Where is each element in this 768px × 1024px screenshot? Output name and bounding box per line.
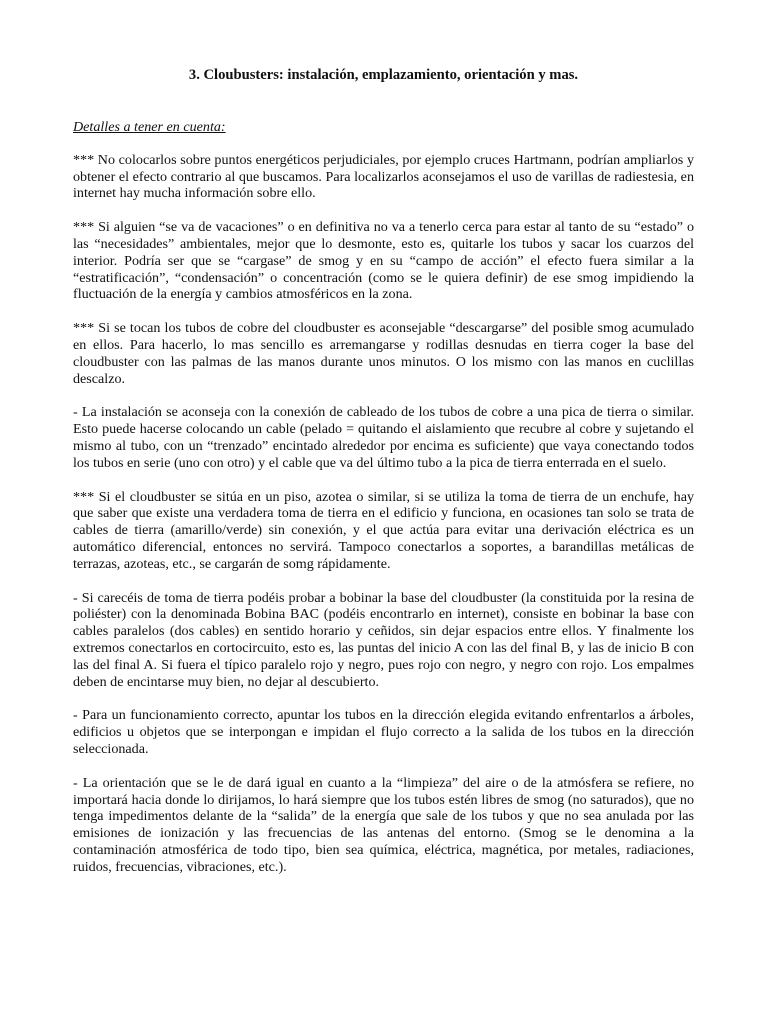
paragraph-hartmann-points: *** No colocarlos sobre puntos energéticos perjudiciales, por ejemplo cruces Hartmann, podrían ampliarlos y obtener el efecto contrario al que buscamos. Para localizarlos aconsejamos el uso de varillas de radiestesia, en internet hay mucha información sobre ello. — [73, 151, 694, 202]
paragraph-discharge: *** Si se tocan los tubos de cobre del cloudbuster es aconsejable “descargarse” del posible smog acumulado en ellos. Para hacerlo, lo mas sencillo es arremangarse y rodillas desnudas en tierra coger la base del cloudbuster con las palmas de las manos durante unos minutos. O los mismo con las manos en cuclillas descalzo. — [73, 320, 694, 387]
paragraph-bac-coil: - Si carecéis de toma de tierra podéis probar a bobinar la base del cloudbuster (la constituida por la resina de poliéster) con la denominada Bobina BAC (podéis encontrarlo en internet), consiste en bobinar la base con cables paralelos (dos cables) en sentido horario y ceñidos, sin dejar espacios entre ellos. Y finalmente los extremos conectarlos en cortocircuito, esto es, las puntas del inicio A con las del final B, y las de inicio B con las del final A. Si fuera el típico paralelo rojo y negro, pues rojo con negro, y negro con rojo. Los empalmes deben de encintarse muy bien, no dejar al descubierto. — [73, 589, 694, 690]
paragraph-orientation: - La orientación que se le de dará igual en cuanto a la “limpieza” del aire o de la atmósfera se refiere, no importará hacia donde lo dirijamos, lo hará siempre que los tubos estén libres de smog (no saturados), que no tenga impedimentos delante de la “salida” de la energía que sale de los tubos y que no sea anulada por las emisiones de ionización y las frecuencias de las antenas del entorno. (Smog se le denomina a la contaminación atmosférica de todo tipo, bien sea química, eléctrica, magnética, por metales, radiaciones, ruidos, frecuencias, vibraciones, etc.). — [73, 774, 694, 875]
paragraph-installation-grounding: - La instalación se aconseja con la conexión de cableado de los tubos de cobre a una pica de tierra o similar. Esto puede hacerse colocando un cable (pelado = quitando el aislamiento que recubre al cobre y sujetando el mismo al tubo, con un “trenzado” encintado alrededor por encima es suficiente) que vaya conectando todos los tubos en serie (uno con otro) y el cable que va del último tubo a la pica de tierra enterrada en el suelo. — [73, 404, 694, 471]
paragraph-vacation: *** Si alguien “se va de vacaciones” o en definitiva no va a tenerlo cerca para estar al tanto de su “estado” o las “necesidades” ambientales, mejor que lo desmonte, esto es, quitarle los tubos y sacar los cuarzos del interior. Podría ser que se “cargase” de smog y en su “campo de acción” el efecto fuera similar a la “estratificación”, “condensación” o concentración (como se le quiera definir) de ese smog impidiendo la fluctuación de la energía y cambios atmosféricos en la zona. — [73, 219, 694, 303]
document-title: 3. Cloubusters: instalación, emplazamiento, orientación y mas. — [188, 67, 579, 83]
section-heading: Detalles a tener en cuenta: — [73, 119, 226, 135]
paragraph-tube-direction: - Para un funcionamiento correcto, apuntar los tubos en la dirección elegida evitando enfrentarlos a árboles, edificios u objetos que se interpongan e impidan el flujo correcto a la salida de los tubos en la dirección seleccionada. — [73, 707, 694, 757]
paragraph-apartment-grounding: *** Si el cloudbuster se sitúa en un piso, azotea o similar, si se utiliza la toma de tierra de un enchufe, hay que saber que existe una verdadera toma de tierra en el edificio y funciona, en ocasiones tan solo se trata de cables de tierra (amarillo/verde) sin conexión, y el que actúa para evitar una derivación eléctrica es un automático diferencial, entonces no servirá. Tampoco conectarlos a soportes, a barandillas metálicas de terrazas, azoteas, etc., se cargarán de somg rápidamente. — [73, 488, 694, 572]
